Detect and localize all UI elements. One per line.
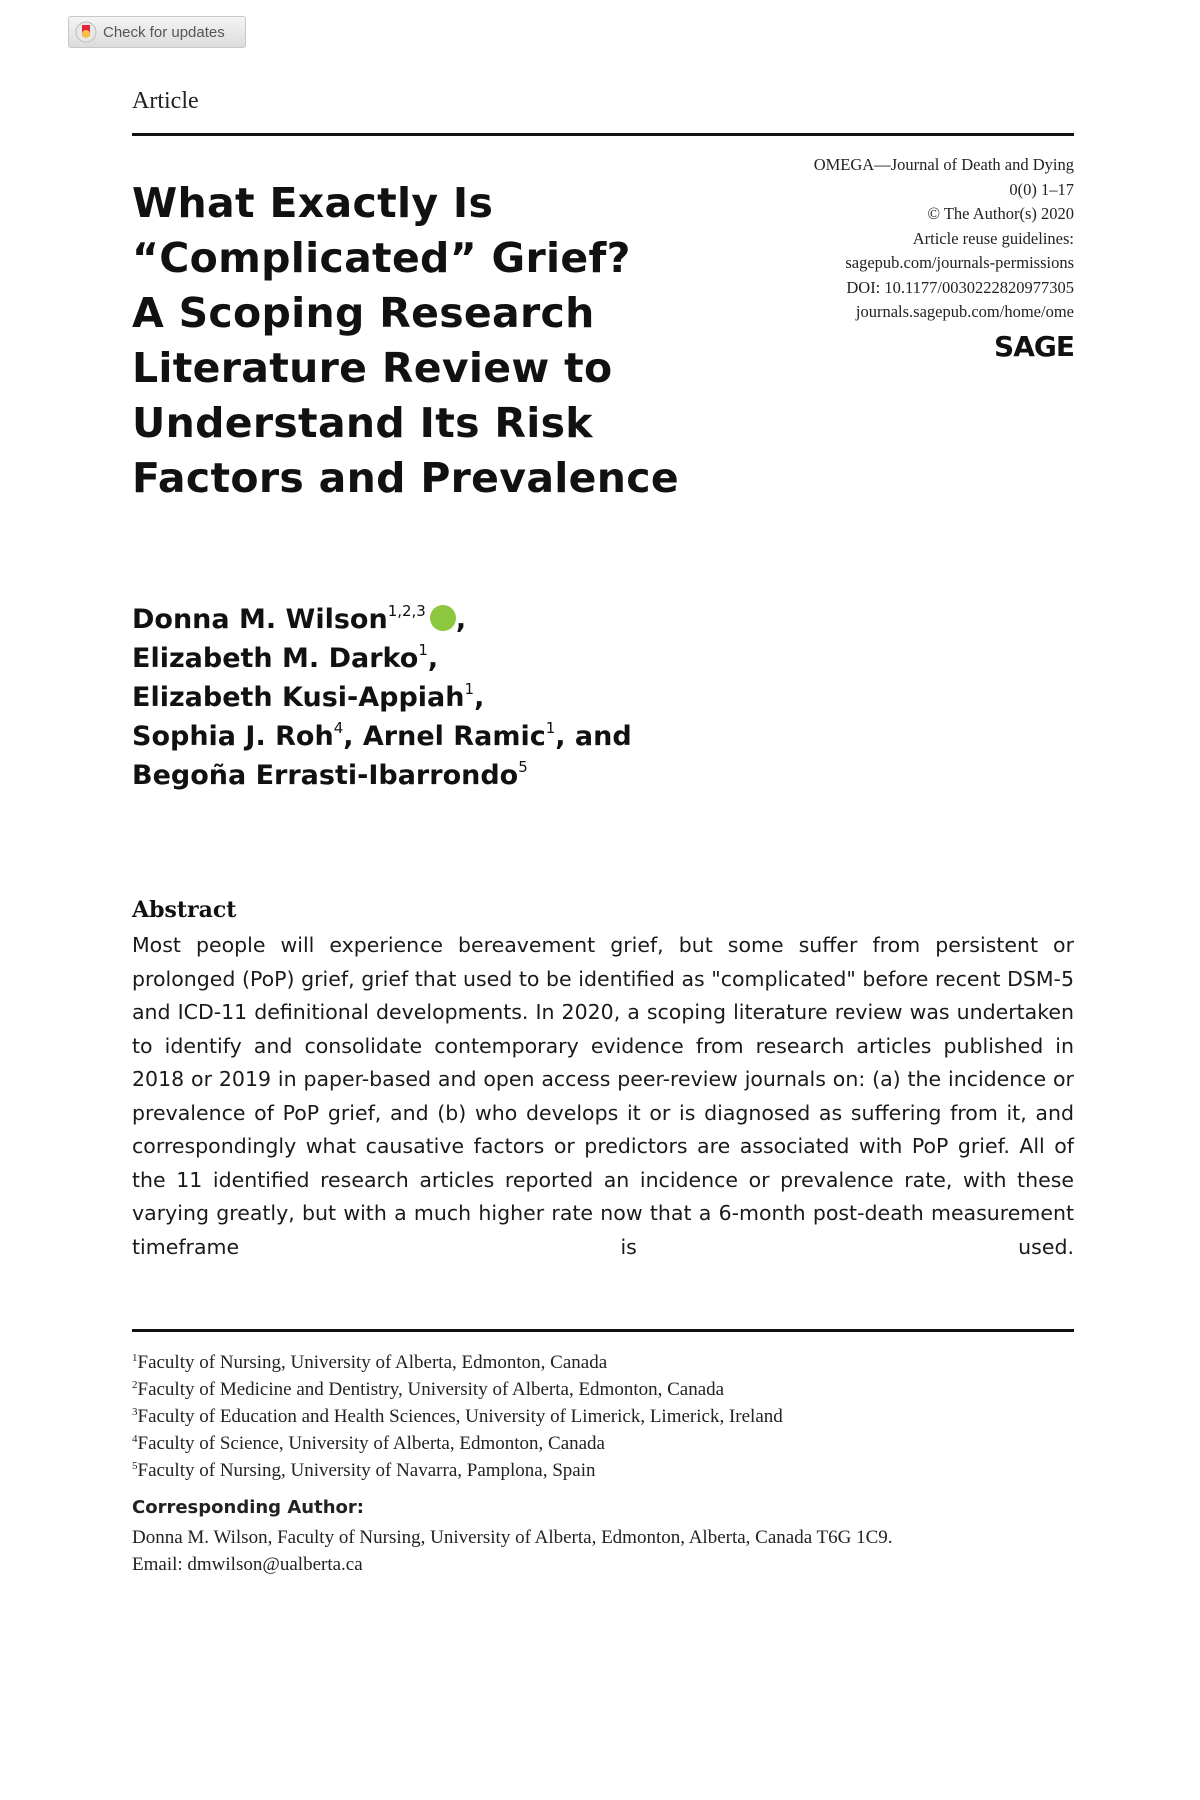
affiliation-item: $^1$Faculty of Nursing, University of Alberta, Edmonton, Canada	[132, 1352, 608, 1373]
reuse-guidelines-label: Article reuse guidelines:	[912, 228, 1074, 248]
orcid-icon[interactable]	[430, 605, 456, 631]
header-divider	[132, 133, 1074, 136]
author-line: Sophia J. Roh$^4$, Arnel Ramic$^1$, and	[132, 719, 632, 752]
author-line: Elizabeth M. Darko$^1$,	[132, 641, 439, 674]
corresponding-author-details	[132, 1524, 1074, 1578]
title-line: Understand Its Risk	[132, 399, 593, 447]
check-for-updates-button[interactable]	[68, 16, 246, 48]
crossmark-icon	[75, 21, 97, 43]
author-name: Sophia J. Roh	[132, 721, 334, 752]
author-line: Donna M. Wilson$^{1,2,3}$ ,	[132, 602, 467, 635]
author-line: Elizabeth Kusi-Appiah$^1$,	[132, 680, 485, 713]
corresponding-author-email[interactable]: Email: dmwilson@ualberta.ca	[132, 1554, 363, 1575]
affiliation-item: $^5$Faculty of Nursing, University of Navarra, Pamplona, Spain	[132, 1460, 596, 1481]
title-line: What Exactly Is	[132, 179, 494, 227]
author-name: Begoña Errasti-Ibarrondo	[132, 760, 519, 791]
affiliation-item: $^3$Faculty of Education and Health Sciences, University of Limerick, Limerick, Ireland	[132, 1406, 783, 1427]
sage-logo: SAGE	[994, 330, 1074, 363]
corresponding-author-heading: Corresponding Author:	[132, 1497, 364, 1518]
abstract-text: Most people will experience bereavement grief, but some suffer from persistent or prolonged (PoP) grief, grief that used to be identified as "complicated" before recent DSM-5 and ICD-11 definitional developments. In 2020, a scoping literature review was undertaken to identify and consolidate contemporary evidence from research articles published in 2018 or 2019 in paper-based and open access peer-review journals on: (a) the incidence or prevalence of PoP grief, and (b) who develops it or is diagnosed as suffering from it, and correspondingly what causative factors or predictors are associated with PoP grief. All of the 11 identified research articles reported an incidence or prevalence rate, with these varying greatly, but with a much higher rate now that a 6-month post-death measurement timeframe is used.	[132, 933, 1074, 1259]
author-list	[132, 600, 852, 795]
author-name: Donna M. Wilson	[132, 604, 388, 635]
journal-info	[734, 153, 1074, 325]
title-line: Literature Review to	[132, 344, 613, 392]
article-type-label: Article	[132, 88, 199, 114]
journal-home-link[interactable]: journals.sagepub.com/home/ome	[855, 302, 1074, 321]
author-affiliation-sup: 1,2,3	[387, 602, 426, 620]
abstract-heading: Abstract	[132, 897, 237, 923]
author-affiliation-sup: 1	[418, 641, 428, 659]
footnote-divider	[132, 1329, 1074, 1332]
affiliation-item: $^4$Faculty of Science, University of Alberta, Edmonton, Canada	[132, 1433, 605, 1454]
author-affiliation-sup: 5	[518, 758, 528, 776]
journal-name: OMEGA—Journal of Death and Dying	[813, 155, 1074, 174]
author-affiliation-sup: 4	[333, 719, 344, 737]
title-line: “Complicated” Grief?	[132, 234, 631, 282]
author-affiliation-sup: 1	[545, 719, 556, 737]
author-name: Arnel Ramic	[362, 721, 546, 752]
author-line	[132, 756, 852, 795]
author-name: Elizabeth M. Darko	[132, 643, 419, 674]
reuse-guidelines-link[interactable]: sagepub.com/journals-permissions	[845, 253, 1074, 272]
author-name: Elizabeth Kusi-Appiah	[132, 682, 465, 713]
title-line: A Scoping Research	[132, 289, 595, 337]
doi[interactable]: DOI: 10.1177/0030222820977305	[846, 277, 1074, 297]
corresponding-author-address: Donna M. Wilson, Faculty of Nursing, University of Alberta, Edmonton, Alberta, Canada T6G 1C9.	[132, 1527, 893, 1548]
affiliation-item: $^2$Faculty of Medicine and Dentistry, University of Alberta, Edmonton, Canada	[132, 1379, 725, 1400]
article-title	[132, 176, 772, 506]
author-affiliation-sup: 1	[464, 680, 475, 698]
title-line: Factors and Prevalence	[132, 454, 679, 502]
check-for-updates-label: Check for updates	[103, 23, 225, 41]
affiliation-list	[132, 1349, 1074, 1484]
copyright-notice: © The Author(s) 2020	[927, 204, 1074, 223]
journal-volume: 0(0) 1–17	[1009, 179, 1074, 199]
